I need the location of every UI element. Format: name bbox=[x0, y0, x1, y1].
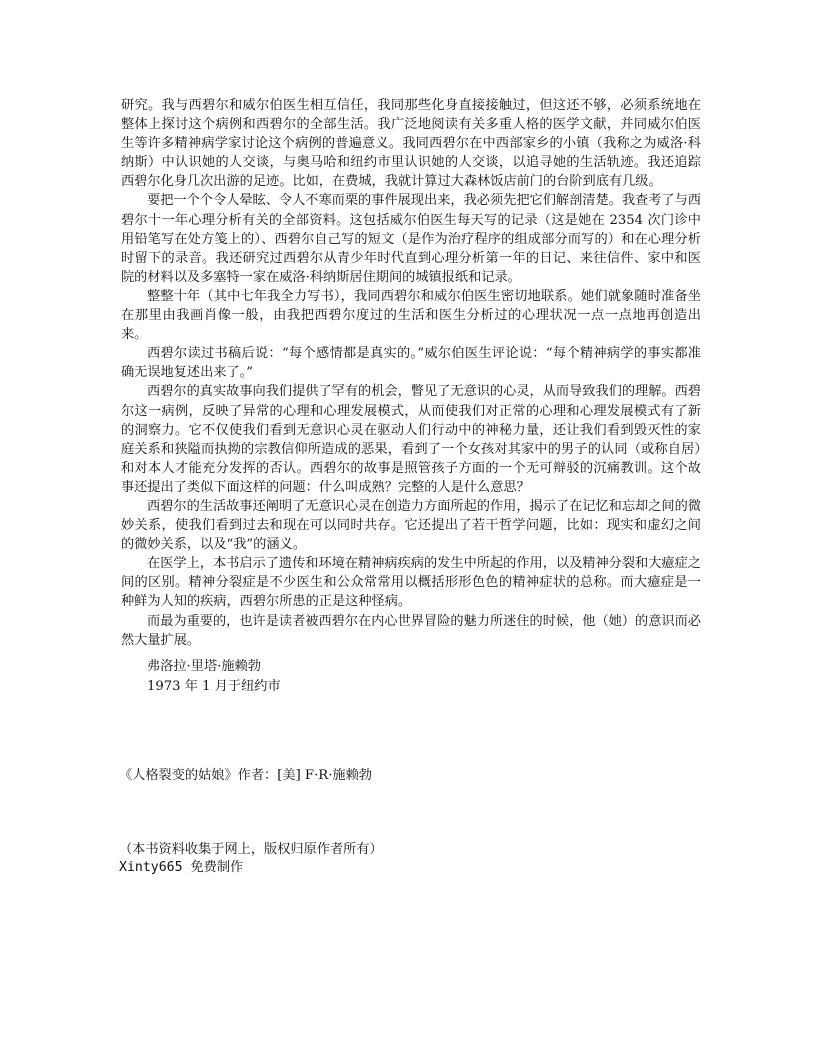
signature-date: 1973 年 1 月于纽约市 bbox=[147, 678, 281, 694]
book-title-line: 《人格裂变的姑娘》作者：[美] F·R·施赖勃 bbox=[119, 768, 372, 783]
paragraph: 而最为重要的，也许是读者被西碧尔在内心世界冒险的魅力所迷住的时候，他（她）的意识而必然大量扩展。 bbox=[121, 613, 701, 648]
paragraph: 在医学上，本书启示了遗传和环境在精神病疾病的发生中所起的作用，以及精神分裂和大癔症之间的区别。精神分裂症是不少医生和公众常常用以概括形形色色的精神症状的总称。而大癔症是一种鲜为人知的疾病，西碧尔所患的正是这种怪病。 bbox=[121, 556, 701, 610]
paragraph: 西碧尔的真实故事向我们提供了罕有的机会，瞥见了无意识的心灵，从而导致我们的理解。西碧尔这一病例，反映了异常的心理和心理发展模式，从而使我们对正常的心理和心理发展模式有了新的洞察力。它不仅使我们看到无意识心灵在驱动人们行动中的神秘力量，还让我们看到毁灭性的家庭关系和狭隘而执拗的宗教信仰所造成的恶果，看到了一个女孩对其家中的男子的认同（或称自居）和对本人才能充分发挥的否认。西碧尔的故事是照管孩子方面的一个无可辩驳的沉痛教训。这个故事还提出了类似下面这样的问题：什么叫成熟？完整的人是什么意思？ bbox=[121, 384, 701, 495]
paragraph: 西碧尔读过书稿后说：“每个感情都是真实的。”威尔伯医生评论说：“每个精神病学的事实都准确无误地复述出来了。” bbox=[121, 346, 701, 381]
paragraph: 整整十年（其中七年我全力写书），我同西碧尔和威尔伯医生密切地联系。她们就象随时准备坐在那里由我画肖像一般，由我把西碧尔度过的生活和医生分析过的心理状况一点一点地再创造出来。 bbox=[121, 288, 701, 343]
footer-note bbox=[119, 841, 383, 877]
copyright-note: （本书资料收集于网上，版权归原作者所有） bbox=[119, 842, 383, 857]
paragraph: 要把一个个令人晕眩、令人不寒而栗的事件展现出来，我必须先把它们解剖清楚。我查考了与西碧尔十一年心理分析有关的全部资料。这包括威尔伯医生每天写的记录（这是她在 2354 次门诊中用铅笔写在处方笺上的）、西碧尔自己写的短文（是作为治疗程序的组成部分而写的）和在心理分析时留下的录音。我还研究过西碧尔从青少年时代直到心理分析第一年的日记、来往信件、家中和医院的材料以及多塞特一家在威洛·科纳斯居住期间的城镇报纸和记录。 bbox=[121, 193, 701, 285]
paragraph: 西碧尔的生活故事还阐明了无意识心灵在创造力方面所起的作用，揭示了在记忆和忘却之间的微妙关系，使我们看到过去和现在可以同时共存。它还提出了若干哲学问题，比如：现实和虚幻之间的微妙关系，以及“我”的涵义。 bbox=[121, 498, 701, 553]
producer-credit: Xinty665 免费制作 bbox=[119, 860, 244, 875]
paragraph: 研究。我与西碧尔和威尔伯医生相互信任，我同那些化身直接接触过，但这还不够，必须系统地在整体上探讨这个病例和西碧尔的全部生活。我广泛地阅读有关多重人格的医学文献，并同威尔伯医生等许多精神病学家讨论这个病例的普遍意义。我同西碧尔在中西部家乡的小镇（我称之为威洛·科纳斯）中认识她的人交谈，与奥马哈和纽约市里认识她的人交谈，以追寻她的生活轨迹。我还追踪西碧尔化身几次出游的足迹。比如，在费城，我就计算过大森林饭店前门的台阶到底有几级。 bbox=[121, 98, 701, 190]
preface-body bbox=[121, 96, 701, 650]
signature-block bbox=[147, 657, 281, 696]
author-name: 弗洛拉·里塔·施赖勃 bbox=[147, 659, 261, 674]
